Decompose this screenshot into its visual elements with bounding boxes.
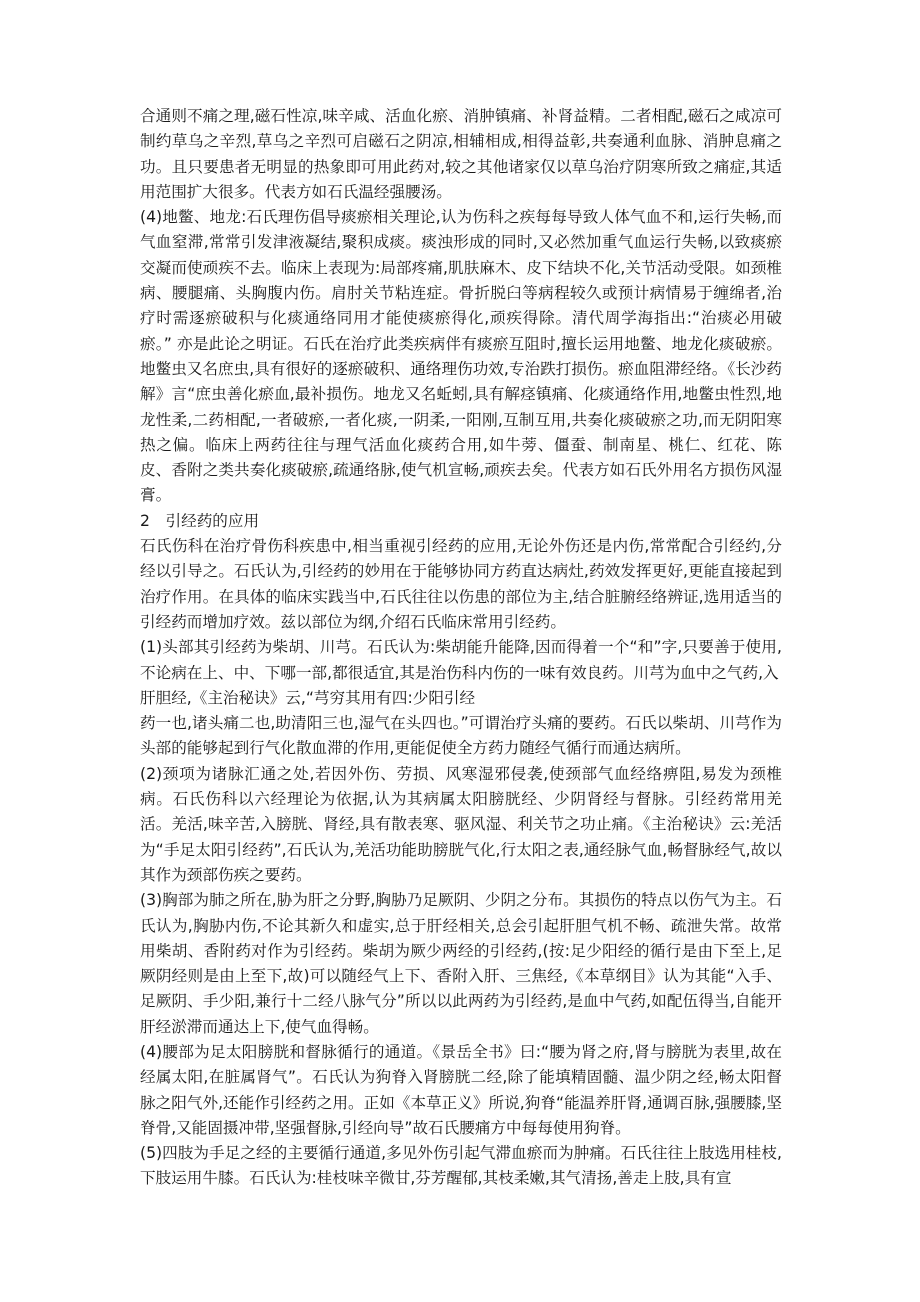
paragraph-continuation: 合通则不痛之理,磁石性凉,味辛咸、活血化瘀、消肿镇痛、补肾益精。二者相配,磁石之咸凉可制约草乌之辛烈,草乌之辛烈可启磁石之阴凉,相辅相成,相得益彰,共奏通利血脉、消肿息痛之功。且只要患者无明显的热象即可用此药对,较之其他诸家仅以草乌治疗阴寒所致之痛症,其适用范围扩大很多。代表方如石氏温经强腰汤。 bbox=[140, 107, 782, 201]
paragraph-item-5-limbs: (5)四肢为手足之经的主要循行通道,多见外伤引起气滞血瘀而为肿痛。石氏往往上肢选用桂枝,下肢运用牛膝。石氏认为:桂枝味辛微甘,芬芳醒郁,其枝柔嫩,其气清扬,善走上肢,具有宣 bbox=[140, 1144, 782, 1188]
paragraph-fragment-line: 肝胆经,《主治秘诀》云,“芎穷其用有四:少阳引经 bbox=[140, 688, 476, 707]
paragraph-item-1-head: (1)头部其引经药为柴胡、川芎。石氏认为:柴胡能升能降,因而得着一个“和”字,只要善于使用,不论病在上、中、下哪一部,都很适宜,其是治伤科内伤的一味有效良药。川芎为血中之气药,入 bbox=[140, 638, 782, 682]
paragraph-fragment-continuation: 药一也,诸头痛二也,助清阳三也,湿气在头四也。”可谓治疗头痛的要药。石氏以柴胡、川芎作为头部的能够起到行气化散血滞的作用,更能促使全方药力随经气循行而通达病所。 bbox=[140, 714, 782, 758]
document-page bbox=[140, 104, 782, 1192]
section-heading: 2 引经药的应用 bbox=[140, 511, 260, 530]
paragraph-section-intro: 石氏伤科在治疗骨伤科疾患中,相当重视引经药的应用,无论外伤还是内伤,常常配合引经约,分经以引导之。石氏认为,引经药的妙用在于能够协同方药直达病灶,药效发挥更好,更能直接起到治疗作用。在具体的临床实践当中,石氏往往以伤患的部位为主,结合脏腑经络辨证,选用适当的引经药而增加疗效。兹以部位为纲,介绍石氏临床常用引经药。 bbox=[140, 537, 782, 631]
paragraph-item-2-neck: (2)颈项为诸脉汇通之处,若因外伤、劳损、风寒湿邪侵袭,使颈部气血经络痹阻,易发为颈椎病。石氏伤科以六经理论为依据,认为其病属太阳膀胱经、少阴肾经与督脉。引经药常用羌活。羌活,味辛苦,入膀胱、肾经,具有散表寒、驱风湿、利关节之功止痛。《主治秘诀》云:羌活为“手足太阳引经药”,石氏认为,羌活功能助膀胱气化,行太阳之表,通经脉气血,畅督脉经气,故以其作为颈部伤疾之要药。 bbox=[140, 764, 782, 884]
paragraph-item-4-dibie-dilong: (4)地鳖、地龙:石氏理伤倡导痰瘀相关理论,认为伤科之疾每每导致人体气血不和,运行失畅,而气血窒滞,常常引发津液凝结,聚积成痰。痰浊形成的同时,又必然加重气血运行失畅,以致痰瘀交凝而使顽疾不去。临床上表现为:局部疼痛,肌肤麻木、皮下结块不化,关节活动受限。如颈椎病、腰腿痛、头胸腹内伤。肩肘关节粘连症。骨折脱臼等病程较久或预计病情易于缠绵者,治疗时需逐瘀破积与化痰通络同用才能使痰瘀得化,顽疾得除。清代周学海指出:“治痰必用破瘀。” 亦是此论之明证。石氏在治疗此类疾病伴有痰瘀互阻时,擅长运用地鳖、地龙化痰破瘀。地鳖虫又名庶虫,具有很好的逐瘀破积、通络理伤功效,专治跌打损伤。瘀血阻滞经络。《长沙药解》言“庶虫善化瘀血,最补损伤。地龙又名蚯蚓,具有解痉镇痛、化痰通络作用,地鳖虫性烈,地龙性柔,二药相配,一者破瘀,一者化痰,一阴柔,一阳刚,互制互用,共奏化痰破瘀之功,而无阴阳寒热之偏。临床上两药往往与理气活血化痰药合用,如牛蒡、僵蚕、制南星、桃仁、红花、陈皮、香附之类共奏化痰破瘀,疏通络脉,使气机宣畅,顽疾去矣。代表方如石氏外用名方损伤风湿膏。 bbox=[140, 208, 782, 505]
paragraph-item-4-waist: (4)腰部为足太阳膀胱和督脉循行的通道。《景岳全书》曰:“腰为肾之府,肾与膀胱为表里,故在经属太阳,在脏属肾气”。石氏认为狗脊入肾膀胱二经,除了能填精固髓、温少阴之经,畅太阳督脉之阳气外,还能作引经药之用。正如《本草正义》所说,狗脊“能温养肝肾,通调百脉,强腰膝,坚脊骨,又能固摄冲带,坚强督脉,引经向导”故石氏腰痛方中每每使用狗脊。 bbox=[140, 1042, 782, 1137]
paragraph-item-3-chest: (3)胸部为肺之所在,胁为肝之分野,胸胁乃足厥阴、少阴之分布。其损伤的特点以伤气为主。石氏认为,胸胁内伤,不论其新久和虚实,总于肝经相关,总会引起肝胆气机不畅、疏泄失常。故常用柴胡、香附药对作为引经药。柴胡为厥少两经的引经药,(按:足少阳经的循行是由下至上,足厥阴经则是由上至下,故)可以随经气上下、香附入肝、三焦经,《本草纲目》认为其能“入手、足厥阴、手少阳,兼行十二经八脉气分”所以以此两药为引经药,是血中气药,如配伍得当,自能开肝经淤滞而通达上下,使气血得畅。 bbox=[140, 891, 782, 1036]
